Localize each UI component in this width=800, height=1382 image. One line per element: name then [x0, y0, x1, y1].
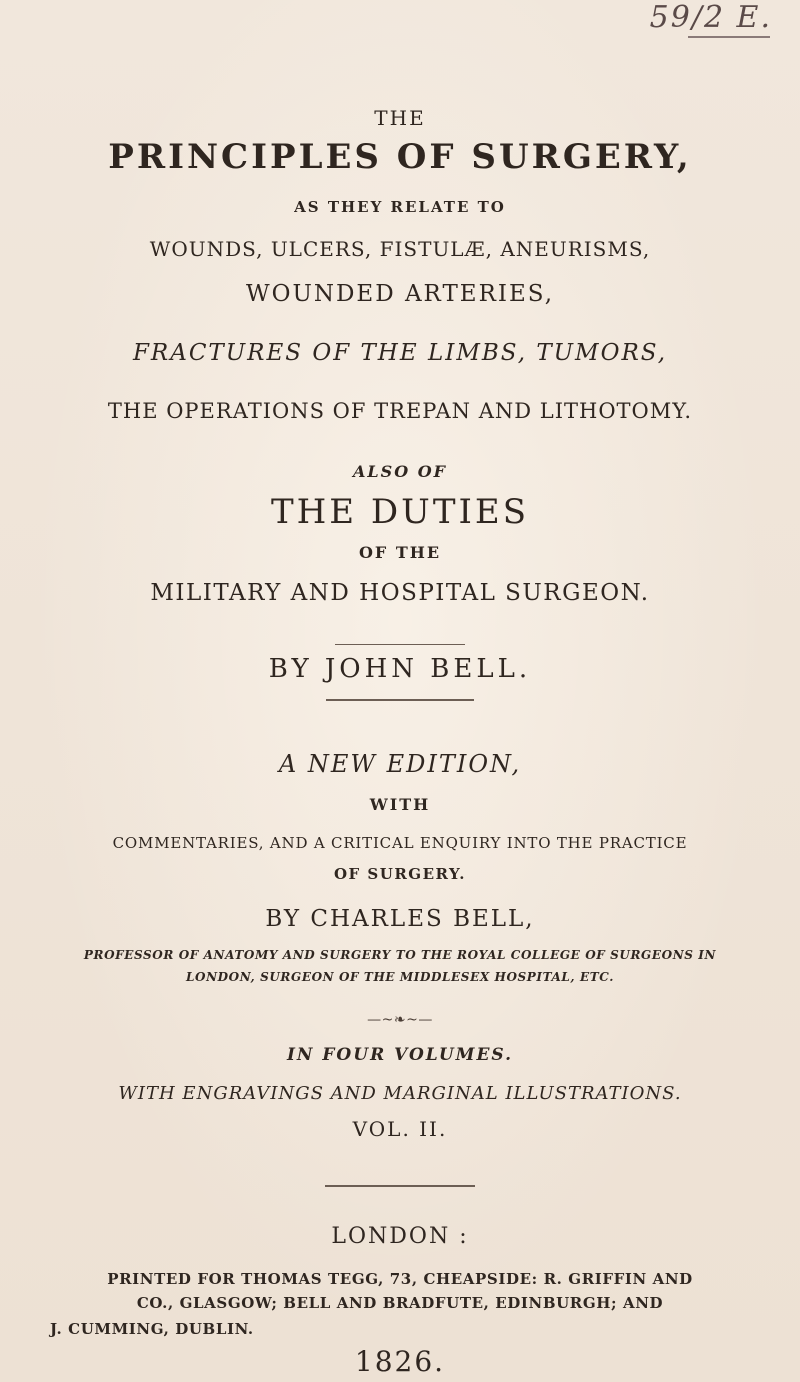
volume-number: VOL. II.: [352, 1117, 448, 1141]
imprint-line-1: PRINTED FOR THOMAS TEGG, 73, CHEAPSIDE: R. GRIFFIN AND: [107, 1270, 693, 1288]
edition-label: A NEW EDITION,: [278, 750, 522, 778]
imprint-line-3: J. CUMMING, DUBLIN.: [50, 1320, 254, 1338]
illustrations-note: WITH ENGRAVINGS AND MARGINAL ILLUSTRATIONS.: [118, 1083, 682, 1104]
author-line: BY JOHN BELL.: [268, 654, 532, 684]
subject-line-3: FRACTURES OF THE LIMBS, TUMORS,: [132, 340, 668, 366]
title-the: THE: [374, 106, 426, 130]
subject-line-1: WOUNDS, ULCERS, FISTULÆ, ANEURISMS,: [149, 237, 651, 261]
divider-rule: [335, 644, 465, 645]
imprint-city: LONDON :: [331, 1224, 469, 1249]
edition-with: WITH: [369, 795, 431, 814]
military-surgeon-line: MILITARY AND HOSPITAL SURGEON.: [150, 580, 650, 606]
of-the: OF THE: [358, 543, 442, 562]
also-of: ALSO OF: [352, 462, 448, 481]
duties-title: THE DUTIES: [270, 492, 530, 532]
publication-year: 1826.: [354, 1345, 446, 1378]
edition-of-surgery: OF SURGERY.: [333, 865, 467, 883]
edition-commentaries: COMMENTARIES, AND A CRITICAL ENQUIRY INTO THE PRACTICE: [112, 834, 688, 852]
volume-count: IN FOUR VOLUMES.: [286, 1045, 514, 1065]
handwritten-shelfmark: 59/2 E.: [649, 0, 772, 35]
subtitle-as-they-relate: AS THEY RELATE TO: [294, 198, 506, 216]
editor-credentials-1: PROFESSOR OF ANATOMY AND SURGERY TO THE ROYAL COLLEGE OF SURGEONS IN: [83, 948, 717, 962]
main-title: PRINCIPLES OF SURGERY,: [108, 137, 692, 177]
divider-rule: [325, 1185, 475, 1187]
ornament-flourish: —~❧~—: [367, 1012, 433, 1028]
editor-name: BY CHARLES BELL,: [265, 906, 535, 932]
subject-line-4: THE OPERATIONS OF TREPAN AND LITHOTOMY.: [107, 399, 693, 423]
subject-line-2: WOUNDED ARTERIES,: [245, 281, 555, 307]
editor-credentials-2: LONDON, SURGEON OF THE MIDDLESEX HOSPITAL, ETC.: [186, 970, 614, 984]
divider-rule: [326, 699, 474, 701]
imprint-line-2: CO., GLASGOW; BELL AND BRADFUTE, EDINBURGH; AND: [136, 1294, 664, 1312]
shelfmark-underline: [688, 36, 770, 38]
